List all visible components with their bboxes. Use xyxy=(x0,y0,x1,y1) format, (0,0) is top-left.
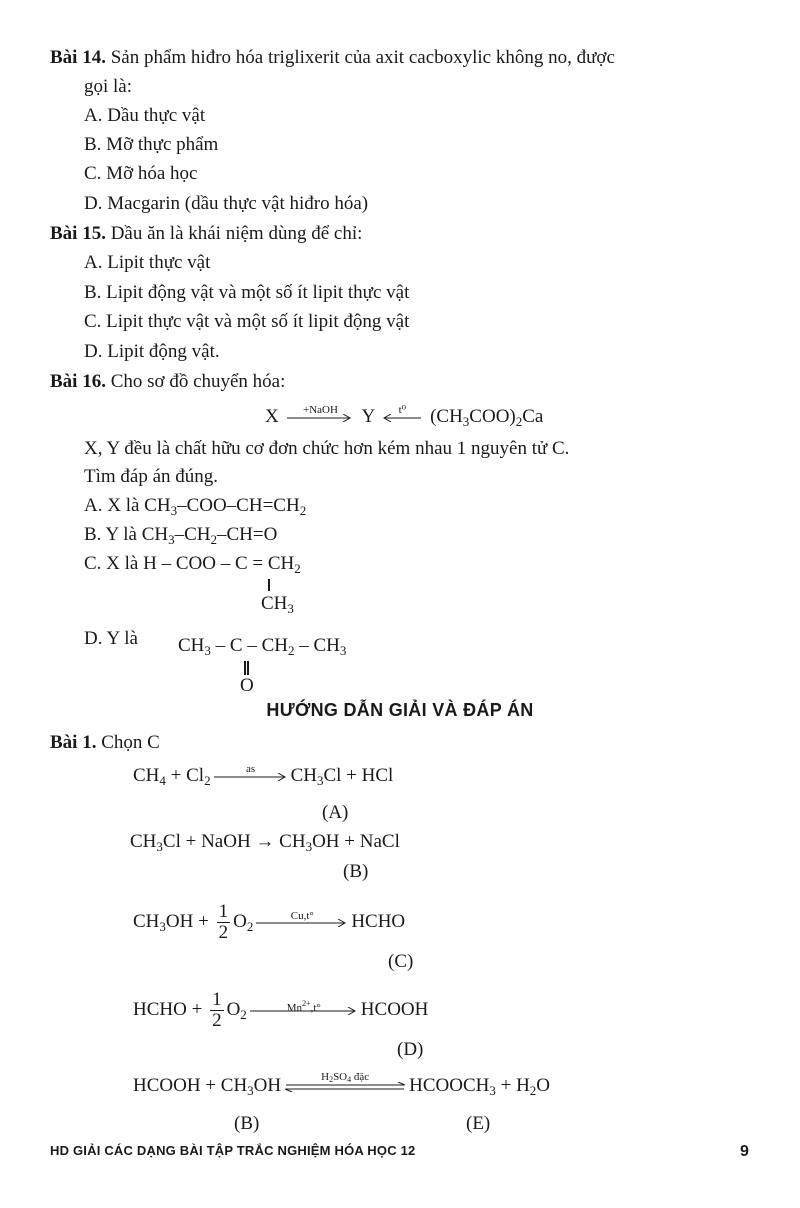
eq3-label: (C) xyxy=(388,951,414,972)
q14-option-c: C. Mỡ hóa học xyxy=(84,163,198,184)
q14-number: Bài 14. xyxy=(50,47,106,68)
eq3-a: CH xyxy=(133,910,160,932)
bai1-number: Bài 1. xyxy=(50,732,97,753)
eq3-fraction xyxy=(217,902,231,943)
q16d-fa: CH xyxy=(178,635,205,656)
q16-stem xyxy=(50,370,285,394)
eq2-label: (B) xyxy=(343,861,369,882)
eq2-b: Cl + NaOH → CH xyxy=(162,831,306,852)
q15-option-b: B. Lipit động vật và một số ít lipit thực vật xyxy=(84,282,410,303)
eq5-label-b: (B) xyxy=(234,1113,260,1134)
eq3-b: OH + xyxy=(165,910,214,932)
q16c-sub1: 2 xyxy=(294,561,301,576)
q16b-pre: B. Y là CH xyxy=(84,524,169,545)
scheme-arrow-right xyxy=(287,403,353,422)
bai1-text: Chọn C xyxy=(96,732,160,753)
eq5-c: HCOOCH xyxy=(409,1075,490,1096)
q16c-branch-ch: CH xyxy=(261,593,288,614)
q14-stem-line2: gọi là: xyxy=(84,76,133,97)
eq2-c: OH + NaCl xyxy=(312,831,400,852)
eq1-s1: 4 xyxy=(159,773,166,788)
eq5 xyxy=(133,1070,551,1103)
eq4-cond-b: ,t° xyxy=(310,1001,321,1014)
eq2 xyxy=(130,830,400,859)
page-footer: HD GIẢI CÁC DẠNG BÀI TẬP TRẮC NGHIỆM HÓA HỌC 12 xyxy=(50,1143,416,1158)
q16-info-line2: Tìm đáp án đúng. xyxy=(84,466,219,487)
eq4-b: O xyxy=(226,998,241,1020)
eq5-e: O xyxy=(536,1075,551,1096)
q14-option-a: A. Dầu thực vật xyxy=(84,105,206,126)
q16a-sub2: 2 xyxy=(299,503,307,518)
eq5-a: HCOOH + CH xyxy=(133,1075,248,1096)
eq2-s2: 3 xyxy=(305,839,313,854)
q16-option-a xyxy=(84,494,306,523)
bai1-title xyxy=(50,731,160,755)
eq3-d: HCHO xyxy=(351,910,406,932)
q16-option-d-formula xyxy=(178,634,346,663)
scheme-x: X xyxy=(265,406,279,427)
q16d-oxygen: O xyxy=(240,675,254,696)
scheme-arrow1-label: +NaOH xyxy=(303,403,338,416)
q16b-mid2: –CH=O xyxy=(217,524,278,545)
q15-option-a: A. Lipit thực vật xyxy=(84,252,211,273)
eq2-s1: 3 xyxy=(156,839,163,854)
q16d-fs2: 2 xyxy=(287,643,295,658)
q16c-branch xyxy=(261,592,294,621)
q16-option-c xyxy=(84,552,301,581)
eq4-s1: 2 xyxy=(240,1006,247,1022)
scheme-arrow2-label: t⁰ xyxy=(398,403,407,416)
q16-info-line1: X, Y đều là chất hữu cơ đơn chức hơn kém nhau 1 nguyên tử C. xyxy=(84,438,570,459)
eq3-arrow xyxy=(256,909,348,927)
eq3-s2: 2 xyxy=(246,918,254,934)
eq1-s3: 3 xyxy=(316,773,324,788)
q16a-sub1: 3 xyxy=(170,503,178,518)
eq5-label-e: (E) xyxy=(466,1113,491,1134)
q16d-fc: – CH xyxy=(294,635,340,656)
eq3-s1: 3 xyxy=(159,918,166,934)
q15-number: Bài 15. xyxy=(50,223,106,244)
eq5-cond xyxy=(284,1065,406,1092)
q16d-fs3: 3 xyxy=(339,643,347,658)
q16b-sub1: 3 xyxy=(168,532,175,547)
eq5-equilibrium-arrow xyxy=(284,1070,406,1092)
eq1-c: CH xyxy=(290,765,317,786)
eq1-label: (A) xyxy=(322,802,349,823)
q16d-fb: – C – CH xyxy=(210,635,288,656)
eq5-s1: 3 xyxy=(247,1083,254,1098)
q16d-double-bond xyxy=(244,661,249,675)
q16-number: Bài 16. xyxy=(50,371,106,392)
q16a-pre: A. X là CH xyxy=(84,495,171,516)
q16c-pre: C. X là H – COO – C = CH xyxy=(84,553,295,574)
eq5-cond-s2: 4 xyxy=(347,1074,352,1084)
eq3-c: O xyxy=(233,910,247,932)
page-number: 9 xyxy=(740,1143,749,1160)
eq3-den: 2 xyxy=(218,922,229,943)
eq3-cond: Cu,t° xyxy=(290,909,314,922)
eq3 xyxy=(133,902,405,943)
q14-stem-line1 xyxy=(50,46,615,70)
q16d-fs1: 3 xyxy=(204,643,211,658)
eq4-c: HCOOH xyxy=(360,998,429,1020)
q15-stem-text: Dầu ăn là khái niệm dùng để chỉ: xyxy=(105,223,363,244)
eq1 xyxy=(133,764,393,793)
eq1-b: + Cl xyxy=(165,765,205,786)
q16b-sub2: 2 xyxy=(210,532,217,547)
eq4-fraction xyxy=(210,990,224,1031)
eq1-s2: 2 xyxy=(204,773,211,788)
q14-option-b: B. Mỡ thực phẩm xyxy=(84,134,219,155)
q16b-mid1: –CH xyxy=(174,524,211,545)
q16-option-b xyxy=(84,523,277,552)
q16c-bond xyxy=(268,579,270,591)
q15-option-d: D. Lipit động vật. xyxy=(84,341,220,362)
eq2-a: CH xyxy=(130,831,157,852)
q14-stem: Sản phẩm hiđro hóa triglixerit của axit cacboxylic không no, được xyxy=(105,47,615,68)
scheme-arrow-left xyxy=(383,403,421,422)
q15-option-c: C. Lipit thực vật và một số ít lipit động vật xyxy=(84,311,410,332)
scheme-rhs-sub2: 2 xyxy=(515,414,523,429)
q15-stem xyxy=(50,222,362,246)
eq5-cond-s1: 2 xyxy=(329,1074,334,1084)
eq1-d: Cl + HCl xyxy=(323,765,394,786)
eq4-cond-sup: 2+ xyxy=(302,998,311,1008)
eq4-den: 2 xyxy=(212,1010,222,1031)
eq1-arrow xyxy=(214,762,288,781)
eq4-a: HCHO + xyxy=(133,998,208,1020)
q14-option-d: D. Macgarin (dầu thực vật hiđro hóa) xyxy=(84,193,369,214)
eq4-arrow xyxy=(250,998,358,1015)
eq5-b: OH xyxy=(253,1075,282,1096)
eq4-num: 1 xyxy=(212,989,222,1010)
scheme-rhs-b: COO) xyxy=(469,406,516,427)
eq5-s2: 3 xyxy=(489,1083,496,1098)
eq1-cond: as xyxy=(245,762,256,775)
q16a-mid: –COO–CH=CH xyxy=(177,495,300,516)
eq4-label: (D) xyxy=(397,1039,424,1060)
scheme-rhs-a: (CH xyxy=(430,406,463,427)
q16-scheme xyxy=(265,405,543,434)
scheme-rhs-sub1: 3 xyxy=(462,414,470,429)
eq5-s3: 2 xyxy=(529,1083,537,1098)
eq4-cond-a: Mn xyxy=(286,1001,303,1014)
eq1-a: CH xyxy=(133,765,160,786)
q16c-branch-sub: 3 xyxy=(287,601,294,616)
answers-heading: HƯỚNG DẪN GIẢI VÀ ĐÁP ÁN xyxy=(266,700,534,720)
scheme-y: Y xyxy=(361,406,375,427)
scheme-rhs-c: Ca xyxy=(522,406,544,427)
eq5-d: + H xyxy=(495,1075,530,1096)
eq4-cond xyxy=(250,991,358,1021)
q16-stem-text: Cho sơ đồ chuyển hóa: xyxy=(105,371,286,392)
eq4 xyxy=(133,990,428,1031)
q16-option-d-label: D. Y là xyxy=(84,628,138,649)
eq5-cond-b: SO xyxy=(333,1070,348,1083)
eq5-cond-c: đặc xyxy=(351,1070,370,1083)
eq5-cond-a: H xyxy=(321,1070,330,1083)
eq3-num: 1 xyxy=(218,901,229,922)
